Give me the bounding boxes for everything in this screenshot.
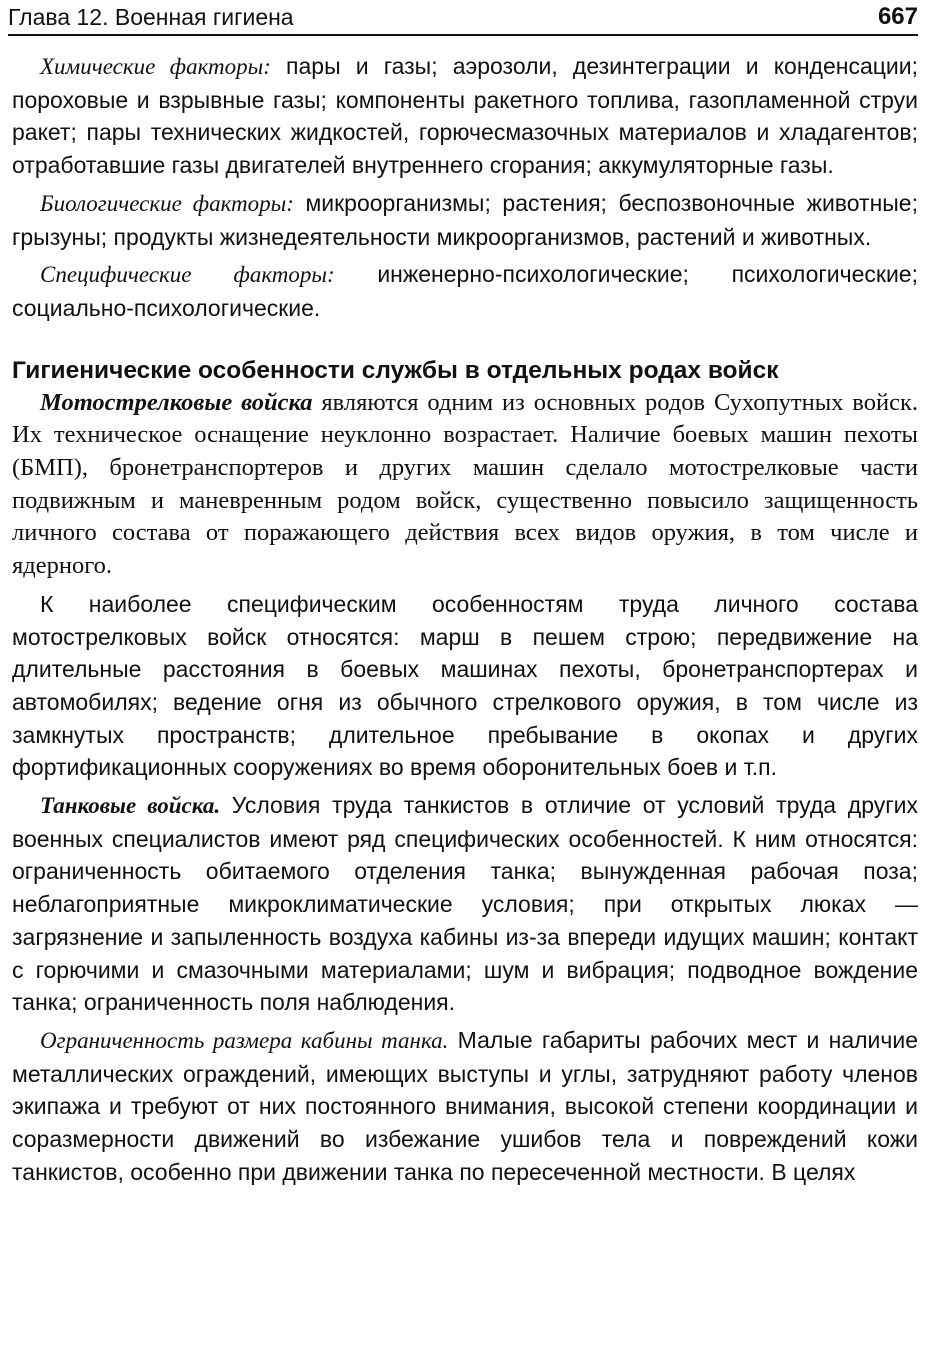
paragraph-specific-factors xyxy=(12,258,918,324)
paragraph-chemical-factors xyxy=(12,50,918,182)
paragraph-motor-rifle xyxy=(12,387,918,583)
section-heading: Гигиенические особенности службы в отдельных родах войск xyxy=(12,356,779,384)
text-specific-factors: инженерно-психологические; психологические; социально-психологические. xyxy=(12,261,918,321)
term-tank-troops: Танковые войска. xyxy=(40,793,221,819)
page-body xyxy=(12,50,918,1189)
term-motor-rifle: Мотострелковые войска xyxy=(40,388,313,416)
text-motor-rifle: являются одним из основных родов Сухопутных войск. Их техническое оснащение неуклонно возрастает. Наличие боевых машин пехоты (БМП), бронетранспортеров и других машин сделало мотострелковые части подвижным и маневренным родом войск, существенно повысило защищенность личного состава от поражающего действия всех видов оружия, в том числе и ядерного. xyxy=(12,388,918,580)
paragraph-biological-factors xyxy=(12,187,918,253)
text-tank-troops: Условия труда танкистов в отличие от условий труда других военных специалистов имеют ряд специфических особенностей. К ним относятся: ограниченность обитаемого отделения танка; вынужденная рабочая поза; неблагоприятные микроклиматические условия; при открытых люках — загрязнение и запыленность воздуха кабины из-за впереди идущих машин; контакт с горючими и смазочными материалами; шум и вибрация; подводное вождение танка; ограниченность поля наблюдения. xyxy=(12,792,918,1016)
term-tank-cabin: Ограниченность размера кабины танка. xyxy=(40,1027,449,1053)
running-header xyxy=(8,2,918,36)
paragraph-tank-cabin xyxy=(12,1024,918,1189)
text-tank-cabin: Малые габариты рабочих мест и наличие металлических ограждений, имеющих выступы и углы, затрудняют работу членов экипажа и требуют от них постоянного внимания, высокой степени координации и соразмерности движений во избежание ушибов тела и повреждений кожи танкистов, особенно при движении танка по пересеченной местности. В целях xyxy=(12,1026,919,1185)
page-number: 667 xyxy=(877,3,918,30)
term-biological-factors: Биологические факторы: xyxy=(40,190,294,216)
chapter-title: Глава 12. Военная гигиена xyxy=(8,4,294,30)
term-chemical-factors: Химические факторы: xyxy=(40,54,271,79)
text-biological-factors: микроорганизмы; растения; беспозвоночные животные; грызуны; продукты жизнедеятельности микроорганизмов, растений и животных. xyxy=(12,189,918,250)
paragraph-tank-troops xyxy=(12,789,918,1019)
paragraph-motor-rifle-features: К наиболее специфическим особенностям труда личного состава мотострелковых войск относятся: марш в пешем строю; передвижение на длительные расстояния в боевых машинах пехоты, бронетранспортерах и автомобилях; ведение огня из обычного стрелкового оружия, в том числе из замкнутых пространств; длительное пребывание в окопах и других фортификационных сооружениях во время оборонительных боев и т.п. xyxy=(12,590,918,781)
text-chemical-factors: пары и газы; аэрозоли, дезинтеграции и конденсации; пороховые и взрывные газы; компоненты ракетного топлива, газопламенной струи ракет; пары технических жидкостей, горючесмазочных материалов и хладагентов; отработавшие газы двигателей внутреннего сгорания; аккумуляторные газы. xyxy=(12,53,918,179)
term-specific-factors: Специфические факторы: xyxy=(40,262,335,288)
